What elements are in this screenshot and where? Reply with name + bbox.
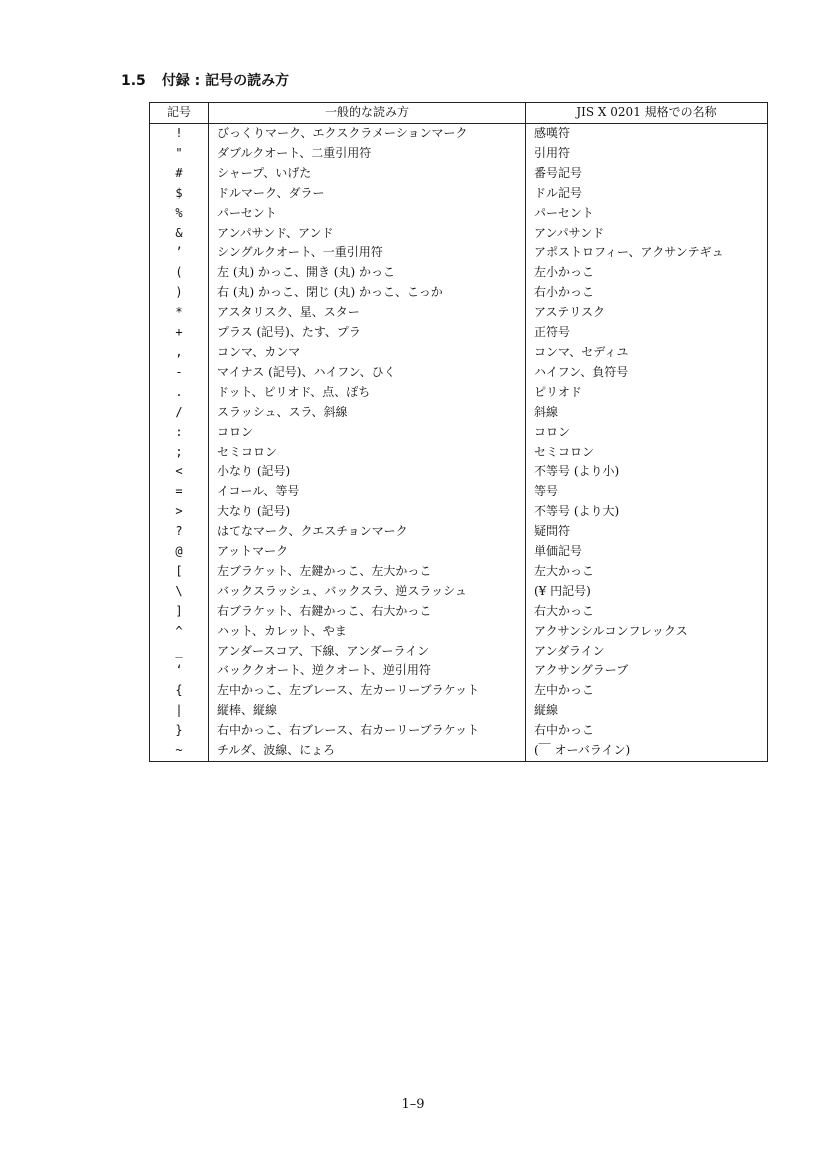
symbol-cell: $ [150,184,209,204]
jis-name-cell: 不等号 (より小) [534,464,620,479]
reading-cell: 右 (丸) かっこ、閉じ (丸) かっこ、こっか [209,283,526,303]
symbol-cell: - [150,363,209,383]
jis-name-cell: 左中かっこ [534,683,595,698]
jis-name-cell: アンパサンド [534,225,605,240]
table-row [150,661,768,681]
symbol-cell: [ [150,562,209,582]
jis-name-cell: 正符号 [534,325,571,340]
symbol-cell: ^ [150,622,209,642]
symbol-cell: ? [150,522,209,542]
symbol-cell: & [150,224,209,244]
jis-name-cell: アポストロフィー、アクサンテギュ [534,245,724,260]
table-row [150,562,768,582]
jis-name-cell: 右中かっこ [534,723,595,738]
jis-name-cell: 等号 [534,484,559,499]
symbol-cell: ] [150,602,209,622]
jis-name-cell: アンダライン [534,643,605,658]
table-row [150,482,768,502]
symbol-cell: = [150,482,209,502]
symbol-cell: _ [150,642,209,662]
symbol-cell: * [150,303,209,323]
jis-name-cell: 左小かっこ [534,265,595,280]
symbol-cell: , [150,343,209,363]
table-row [150,721,768,741]
table-row [150,582,768,602]
reading-cell: ダブルクオート、二重引用符 [209,144,526,164]
table-row [150,443,768,463]
table-row [150,542,768,562]
jis-name-cell: 斜線 [534,404,559,419]
table-row [150,283,768,303]
symbol-cell: ’ [150,243,209,263]
table-row [150,323,768,343]
jis-name-cell: (￣ オーバライン) [534,743,631,758]
jis-name-cell: パーセント [534,205,594,220]
reading-cell: パーセント [209,204,526,224]
reading-cell: ドルマーク、ダラー [209,184,526,204]
jis-name-cell: セミコロン [534,444,595,459]
table-header-row [150,103,768,124]
symbol-cell: ~ [150,741,209,761]
reading-cell: アスタリスク、星、スター [209,303,526,323]
symbol-cell: < [150,462,209,482]
table-row [150,741,768,761]
symbol-cell: @ [150,542,209,562]
jis-name-cell: コロン [534,424,571,439]
jis-name-cell: ドル記号 [534,185,583,200]
reading-cell: イコール、等号 [209,482,526,502]
symbol-cell: | [150,701,209,721]
table-row [150,243,768,263]
symbol-cell: ‘ [150,661,209,681]
table-row [150,403,768,423]
symbol-cell: \ [150,582,209,602]
jis-name-cell: アステリスク [534,305,606,320]
symbol-cell: / [150,403,209,423]
table-row [150,642,768,662]
jis-name-cell: 左大かっこ [534,563,595,578]
jis-name-cell: 縦線 [534,703,559,718]
reading-cell: ハット、カレット、やま [209,622,526,642]
section-title: 付録 : 記号の読み方 [161,73,290,89]
table-row [150,383,768,403]
symbol-cell: > [150,502,209,522]
jis-name-cell: 引用符 [534,145,571,160]
table-row [150,144,768,164]
table-row [150,522,768,542]
reading-cell: チルダ、波線、にょろ [209,741,526,761]
symbol-cell: # [150,164,209,184]
reading-cell: シャープ、いげた [209,164,526,184]
symbol-cell: " [150,144,209,164]
jis-name-cell: アクサンシルコンフレックス [534,623,688,638]
table-row [150,602,768,622]
reading-cell: スラッシュ、スラ、斜線 [209,403,526,423]
table-row [150,363,768,383]
symbol-cell: ! [150,124,209,144]
table-row [150,622,768,642]
jis-name-cell: 番号記号 [534,165,583,180]
jis-name-cell: 不等号 (より大) [534,504,620,519]
header-reading: 一般的な読み方 [209,103,526,124]
symbol-cell: + [150,323,209,343]
reading-cell: コロン [209,423,526,443]
table-row [150,164,768,184]
jis-name-cell: ピリオド [534,384,582,399]
page-number: 1–9 [401,1097,425,1112]
reading-cell: 小なり (記号) [209,462,526,482]
reading-cell: びっくりマーク、エクスクラメーションマーク [209,124,526,144]
reading-cell: コンマ、カンマ [209,343,526,363]
reading-cell: 左ブラケット、左鍵かっこ、左大かっこ [209,562,526,582]
jis-name-cell: アクサングラーブ [534,663,629,678]
table-row [150,184,768,204]
reading-cell: プラス (記号)、たす、プラ [209,323,526,343]
jis-name-cell: 感嘆符 [534,126,571,140]
symbol-cell: ( [150,263,209,283]
reading-cell: ドット、ピリオド、点、ぽち [209,383,526,403]
jis-name-cell: 疑問符 [534,524,571,539]
jis-name-cell: 単価記号 [534,544,583,559]
reading-cell: 右中かっこ、右ブレース、右カーリーブラケット [209,721,526,741]
table-row [150,204,768,224]
reading-cell: アンダースコア、下線、アンダーライン [209,642,526,662]
reading-cell: バッククオート、逆クオート、逆引用符 [209,661,526,681]
reading-cell: バックスラッシュ、バックスラ、逆スラッシュ [209,582,526,602]
reading-cell: 右ブラケット、右鍵かっこ、右大かっこ [209,602,526,622]
symbol-cell: : [150,423,209,443]
section-number: 1.5 [121,73,146,89]
table-row [150,462,768,482]
reading-cell: 大なり (記号) [209,502,526,522]
symbol-cell: } [150,721,209,741]
symbol-cell: % [150,204,209,224]
table-row [150,423,768,443]
reading-cell: はてなマーク、クエスチョンマーク [209,522,526,542]
table-row [150,502,768,522]
jis-name-cell: コンマ、セディユ [534,344,629,359]
symbol-reading-table [149,102,768,762]
reading-cell: 縦棒、縦線 [209,701,526,721]
symbol-cell: ; [150,443,209,463]
symbol-cell: ) [150,283,209,303]
table-row [150,263,768,283]
jis-name-cell: 右小かっこ [534,285,595,300]
table-row [150,124,768,144]
reading-cell: 左 (丸) かっこ、開き (丸) かっこ [209,263,526,283]
header-symbol: 記号 [150,103,209,124]
reading-cell: 左中かっこ、左ブレース、左カーリーブラケット [209,681,526,701]
table-row [150,681,768,701]
table-row [150,303,768,323]
reading-cell: セミコロン [209,443,526,463]
reading-cell: アットマーク [209,542,526,562]
header-jis-name: JIS X 0201 規格での名称 [526,103,768,124]
table-row [150,701,768,721]
jis-name-cell: (¥ 円記号) [534,583,591,598]
section-heading [121,70,289,90]
jis-name-cell: 右大かっこ [534,603,595,618]
symbol-cell: { [150,681,209,701]
jis-name-cell: ハイフン、負符号 [534,364,629,379]
table-row [150,343,768,363]
symbol-cell: . [150,383,209,403]
reading-cell: マイナス (記号)、ハイフン、ひく [209,363,526,383]
reading-cell: シングルクオート、一重引用符 [209,243,526,263]
reading-cell: アンパサンド、アンド [209,224,526,244]
table-row [150,224,768,244]
